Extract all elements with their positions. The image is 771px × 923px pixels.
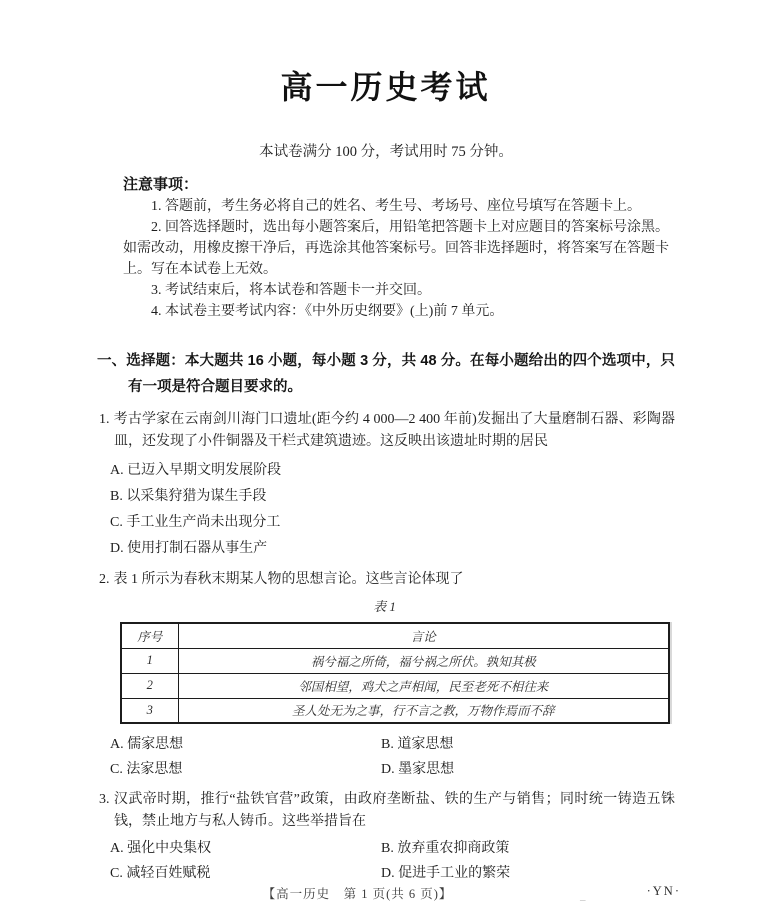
question-1: [99, 409, 675, 562]
question-3-stem: [99, 789, 675, 833]
table-header-number: 序号: [121, 623, 178, 648]
question-3: [99, 789, 675, 886]
table-row: [121, 698, 669, 723]
table-cell-number: 3: [121, 698, 178, 723]
option-a: A. 强化中央集权: [110, 841, 212, 856]
footer-paper-code: ·YN·: [646, 884, 681, 898]
table-cell-quote: 祸兮福之所倚，福兮祸之所伏。孰知其极: [178, 648, 669, 673]
notice-item-2: 2. 回答选择题时，选出每小题答案后，用铅笔把答题卡上对应题目的答案标号涂黑。如需改动，用橡皮擦干净后，再选涂其他答案标号。回答非选择题时，将答案写在答题卡上。写在本试卷上无效。: [123, 220, 669, 277]
question-stem-text: 表 1 所示为春秋末期某人物的思想言论。这些言论体现了: [113, 572, 464, 587]
table-cell-quote: 圣人处无为之事，行不言之教，万物作焉而不辞: [178, 698, 669, 723]
question-number: 2.: [99, 572, 110, 587]
question-stem-text: 考古学家在云南剑川海门口遗址(距今约 4 000—2 400 年前)发掘出了大量磨制石器、彩陶器皿，还发现了小件铜器及干栏式建筑遗迹。这反映出该遗址时期的居民: [113, 412, 675, 449]
notice-heading: 注意事项：: [123, 176, 199, 193]
table-header-row: [121, 623, 669, 648]
option-d: D. 促进手工业的繁荣: [381, 866, 511, 881]
statements-table: [120, 622, 670, 724]
question-1-options: [110, 458, 675, 562]
footer-scan-artifact: _: [580, 890, 586, 902]
option-b: B. 放弃重农抑商政策: [381, 841, 510, 856]
question-number: 3.: [99, 792, 110, 807]
notice-item-3: 3. 考试结束后，将本试卷和答题卡一并交回。: [151, 283, 431, 298]
question-1-stem: [99, 409, 675, 453]
option-c: C. 减轻百姓赋税: [110, 866, 211, 881]
option-c: C. 手工业生产尚未出现分工: [110, 515, 281, 530]
question-3-options: [110, 836, 675, 886]
table-row: [121, 648, 669, 673]
option-a: A. 儒家思想: [110, 737, 184, 752]
option-d: D. 墨家思想: [381, 762, 455, 777]
question-2-options: [110, 732, 675, 782]
question-2: [99, 569, 675, 782]
notice-item-1: 1. 答题前，考生务必将自己的姓名、考生号、考场号、座位号填写在答题卡上。: [151, 199, 641, 214]
option-b: B. 道家思想: [381, 737, 454, 752]
option-c: C. 法家思想: [110, 762, 183, 777]
page-content: [97, 142, 675, 886]
page-title: 高一历史考试: [280, 69, 491, 105]
notice-section: [123, 174, 669, 322]
page-footer: [0, 884, 771, 902]
table-cell-number: 2: [121, 673, 178, 698]
table-caption: 表 1: [373, 599, 396, 614]
table-header-quote: 言论: [178, 623, 669, 648]
notice-item-4: 4. 本试卷主要考试内容：《中外历史纲要》(上)前 7 单元。: [151, 304, 504, 319]
option-d: D. 使用打制石器从事生产: [110, 541, 268, 556]
question-number: 1.: [99, 412, 110, 427]
exam-info-line: 本试卷满分 100 分，考试用时 75 分钟。: [259, 144, 513, 160]
option-b: B. 以采集狩猎为谋生手段: [110, 489, 267, 504]
table-row: [121, 673, 669, 698]
footer-page-info: 【高一历史 第 1 页(共 6 页)】: [262, 887, 453, 901]
option-a: A. 已迈入早期文明发展阶段: [110, 463, 282, 478]
question-stem-text: 汉武帝时期，推行“盐铁官营”政策，由政府垄断盐、铁的生产与销售；同时统一铸造五铢钱，禁止地方与私人铸币。这些举措旨在: [113, 792, 675, 829]
question-2-stem: [99, 569, 675, 591]
table-cell-quote: 邻国相望，鸡犬之声相闻，民至老死不相往来: [178, 673, 669, 698]
section-heading: 一、选择题：本大题共 16 小题，每小题 3 分，共 48 分。在每小题给出的四个选项中，只有一项是符合题目要求的。: [97, 353, 675, 395]
table-cell-number: 1: [121, 648, 178, 673]
